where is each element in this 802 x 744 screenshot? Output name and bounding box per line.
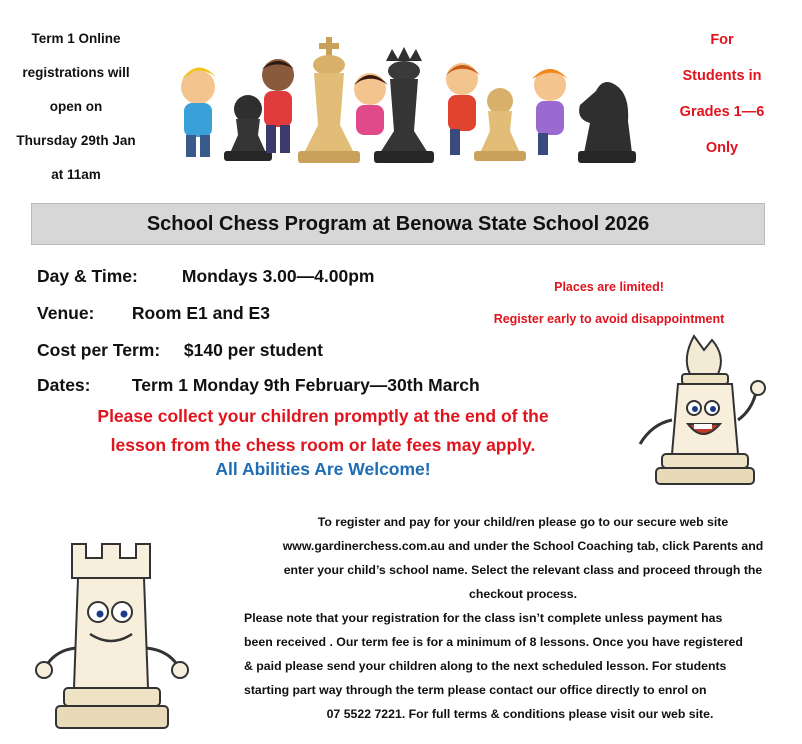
venue-row bbox=[37, 303, 270, 324]
payment-note-line: 07 5522 7221. For full terms & conditions please visit our web site. bbox=[326, 707, 714, 721]
kid-figure bbox=[532, 69, 568, 155]
registration-instructions bbox=[252, 510, 794, 606]
venue-value: Room E1 and E3 bbox=[131, 303, 270, 323]
venue-label: Venue: bbox=[37, 303, 95, 323]
kid-figure bbox=[262, 59, 294, 153]
dates-value: Term 1 Monday 9th February—30th March bbox=[131, 375, 480, 395]
welcome-text: All Abilities Are Welcome! bbox=[215, 459, 431, 479]
dates-row bbox=[37, 375, 480, 396]
kids-with-chess-pieces-illustration bbox=[170, 35, 640, 175]
instruction-line: www.gardinerchess.com.au and under the School Coaching tab, click Parents and bbox=[282, 539, 764, 553]
registration-notice bbox=[6, 22, 146, 192]
eligibility-line: Students in bbox=[682, 68, 762, 84]
cost-row bbox=[37, 340, 323, 361]
payment-note-line: been received . Our term fee is for a minimum of 8 lessons. Once you have registered bbox=[244, 635, 743, 649]
day-time-row bbox=[37, 266, 374, 287]
registration-notice-line: Thursday 29th Jan bbox=[16, 133, 136, 148]
cartoon-bishop-icon bbox=[632, 328, 782, 493]
day-time-label: Day & Time: bbox=[37, 266, 138, 286]
kid-figure bbox=[354, 73, 388, 135]
kid-figure bbox=[181, 67, 216, 157]
registration-notice-line: at 11am bbox=[51, 167, 101, 182]
collect-notice-line: Please collect your children promptly at the end of the bbox=[97, 406, 549, 426]
day-time-value: Mondays 3.00—4.00pm bbox=[181, 266, 375, 286]
eligibility-line: Grades 1—6 bbox=[679, 104, 765, 120]
black-knight bbox=[578, 82, 636, 163]
collect-notice bbox=[40, 402, 606, 460]
gold-pawn bbox=[474, 88, 526, 161]
payment-note-line: starting part way through the term please contact our office directly to enrol on bbox=[244, 683, 707, 697]
collect-notice-line: lesson from the chess room or late fees may apply. bbox=[110, 435, 536, 455]
cartoon-rook-icon bbox=[28, 538, 208, 743]
instruction-line: checkout process. bbox=[469, 587, 577, 601]
places-line: Places are limited! bbox=[554, 280, 664, 294]
registration-notice-line: registrations will bbox=[22, 65, 130, 80]
eligibility-line: For bbox=[710, 32, 734, 48]
cost-value: $140 per student bbox=[183, 340, 323, 360]
instruction-line: enter your child’s school name. Select the relevant class and proceed through the bbox=[283, 563, 763, 577]
gold-king bbox=[298, 37, 360, 163]
payment-note-line: Please note that your registration for the class isn’t complete unless payment has bbox=[244, 611, 723, 625]
registration-notice-line: open on bbox=[49, 99, 103, 114]
places-notice bbox=[470, 271, 748, 335]
black-queen bbox=[374, 47, 434, 163]
page-title: School Chess Program at Benowa State School 2026 bbox=[31, 203, 765, 245]
payment-note bbox=[244, 606, 796, 726]
kid-figure bbox=[446, 63, 480, 155]
instruction-line: To register and pay for your child/ren please go to our secure web site bbox=[317, 515, 729, 529]
registration-notice-line: Term 1 Online bbox=[31, 31, 121, 46]
cost-label: Cost per Term: bbox=[37, 340, 161, 360]
dates-label: Dates: bbox=[37, 375, 91, 395]
eligibility-notice bbox=[668, 22, 776, 166]
eligibility-line: Only bbox=[705, 140, 739, 156]
places-line: Register early to avoid disappointment bbox=[493, 312, 725, 326]
payment-note-line: & paid please send your children along to the next scheduled lesson. For students bbox=[244, 659, 727, 673]
